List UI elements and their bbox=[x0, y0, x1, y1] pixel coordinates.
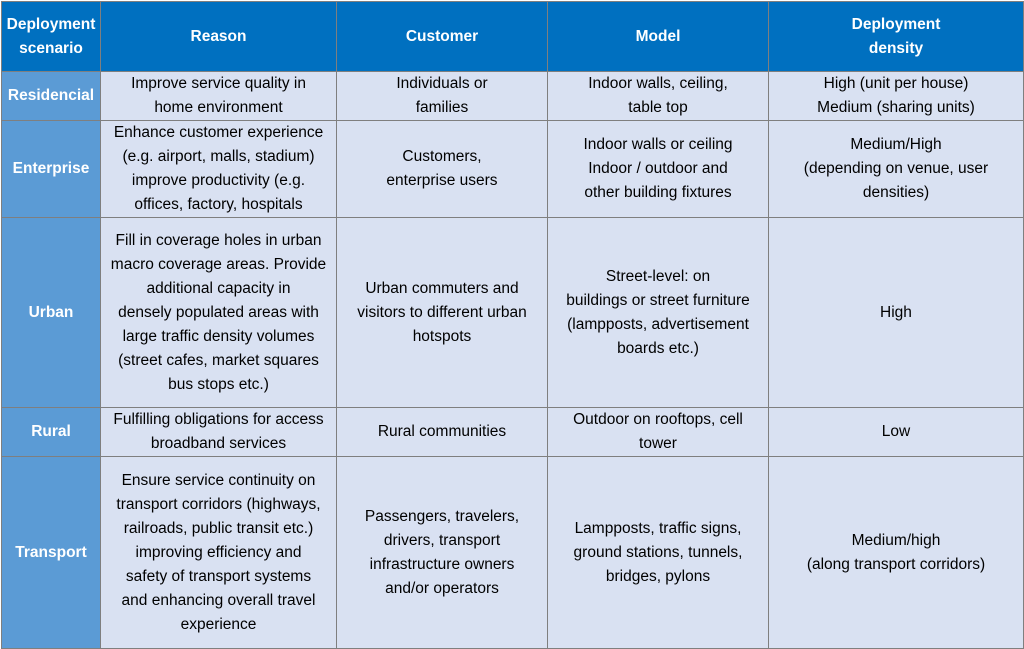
table-row-enterprise bbox=[2, 121, 1024, 218]
table-row-rural bbox=[2, 408, 1024, 457]
cell-customer: Rural communities bbox=[337, 408, 548, 457]
cell-reason: Fulfilling obligations for access broadband services bbox=[101, 408, 337, 457]
cell-density: High (unit per house) Medium (sharing units) bbox=[769, 72, 1024, 121]
cell-customer: Passengers, travelers, drivers, transport infrastructure owners and/or operators bbox=[337, 457, 548, 649]
row-label-transport: Transport bbox=[2, 457, 101, 649]
row-label-urban: Urban bbox=[2, 218, 101, 408]
cell-density: High bbox=[769, 218, 1024, 408]
cell-reason: Ensure service continuity on transport corridors (highways, railroads, public transit etc.) improving efficiency and safety of transport systems and enhancing overall travel experience bbox=[101, 457, 337, 649]
header-model: Model bbox=[548, 2, 769, 72]
table-row-residencial bbox=[2, 72, 1024, 121]
cell-customer: Individuals or families bbox=[337, 72, 548, 121]
cell-reason: Enhance customer experience (e.g. airport, malls, stadium) improve productivity (e.g. offices, factory, hospitals bbox=[101, 121, 337, 218]
cell-customer: Urban commuters and visitors to different urban hotspots bbox=[337, 218, 548, 408]
row-label-enterprise: Enterprise bbox=[2, 121, 101, 218]
cell-model: Street-level: on buildings or street furniture (lampposts, advertisement boards etc.) bbox=[548, 218, 769, 408]
table-header-row bbox=[2, 2, 1024, 72]
cell-reason: Improve service quality in home environment bbox=[101, 72, 337, 121]
header-customer: Customer bbox=[337, 2, 548, 72]
cell-model: Outdoor on rooftops, cell tower bbox=[548, 408, 769, 457]
cell-density: Medium/high (along transport corridors) bbox=[769, 457, 1024, 649]
deployment-scenarios-table bbox=[1, 1, 1024, 649]
table-row-transport bbox=[2, 457, 1024, 649]
row-label-rural: Rural bbox=[2, 408, 101, 457]
table-row-urban bbox=[2, 218, 1024, 408]
cell-reason: Fill in coverage holes in urban macro coverage areas. Provide additional capacity in densely populated areas with large traffic density volumes (street cafes, market squares bus stops etc.) bbox=[101, 218, 337, 408]
row-label-residencial: Residencial bbox=[2, 72, 101, 121]
cell-model: Indoor walls or ceiling Indoor / outdoor and other building fixtures bbox=[548, 121, 769, 218]
cell-model: Lampposts, traffic signs, ground stations, tunnels, bridges, pylons bbox=[548, 457, 769, 649]
header-deployment-density: Deployment density bbox=[769, 2, 1024, 72]
cell-model: Indoor walls, ceiling, table top bbox=[548, 72, 769, 121]
header-reason: Reason bbox=[101, 2, 337, 72]
cell-density: Medium/High (depending on venue, user densities) bbox=[769, 121, 1024, 218]
header-deployment-scenario: Deployment scenario bbox=[2, 2, 101, 72]
cell-density: Low bbox=[769, 408, 1024, 457]
cell-customer: Customers, enterprise users bbox=[337, 121, 548, 218]
